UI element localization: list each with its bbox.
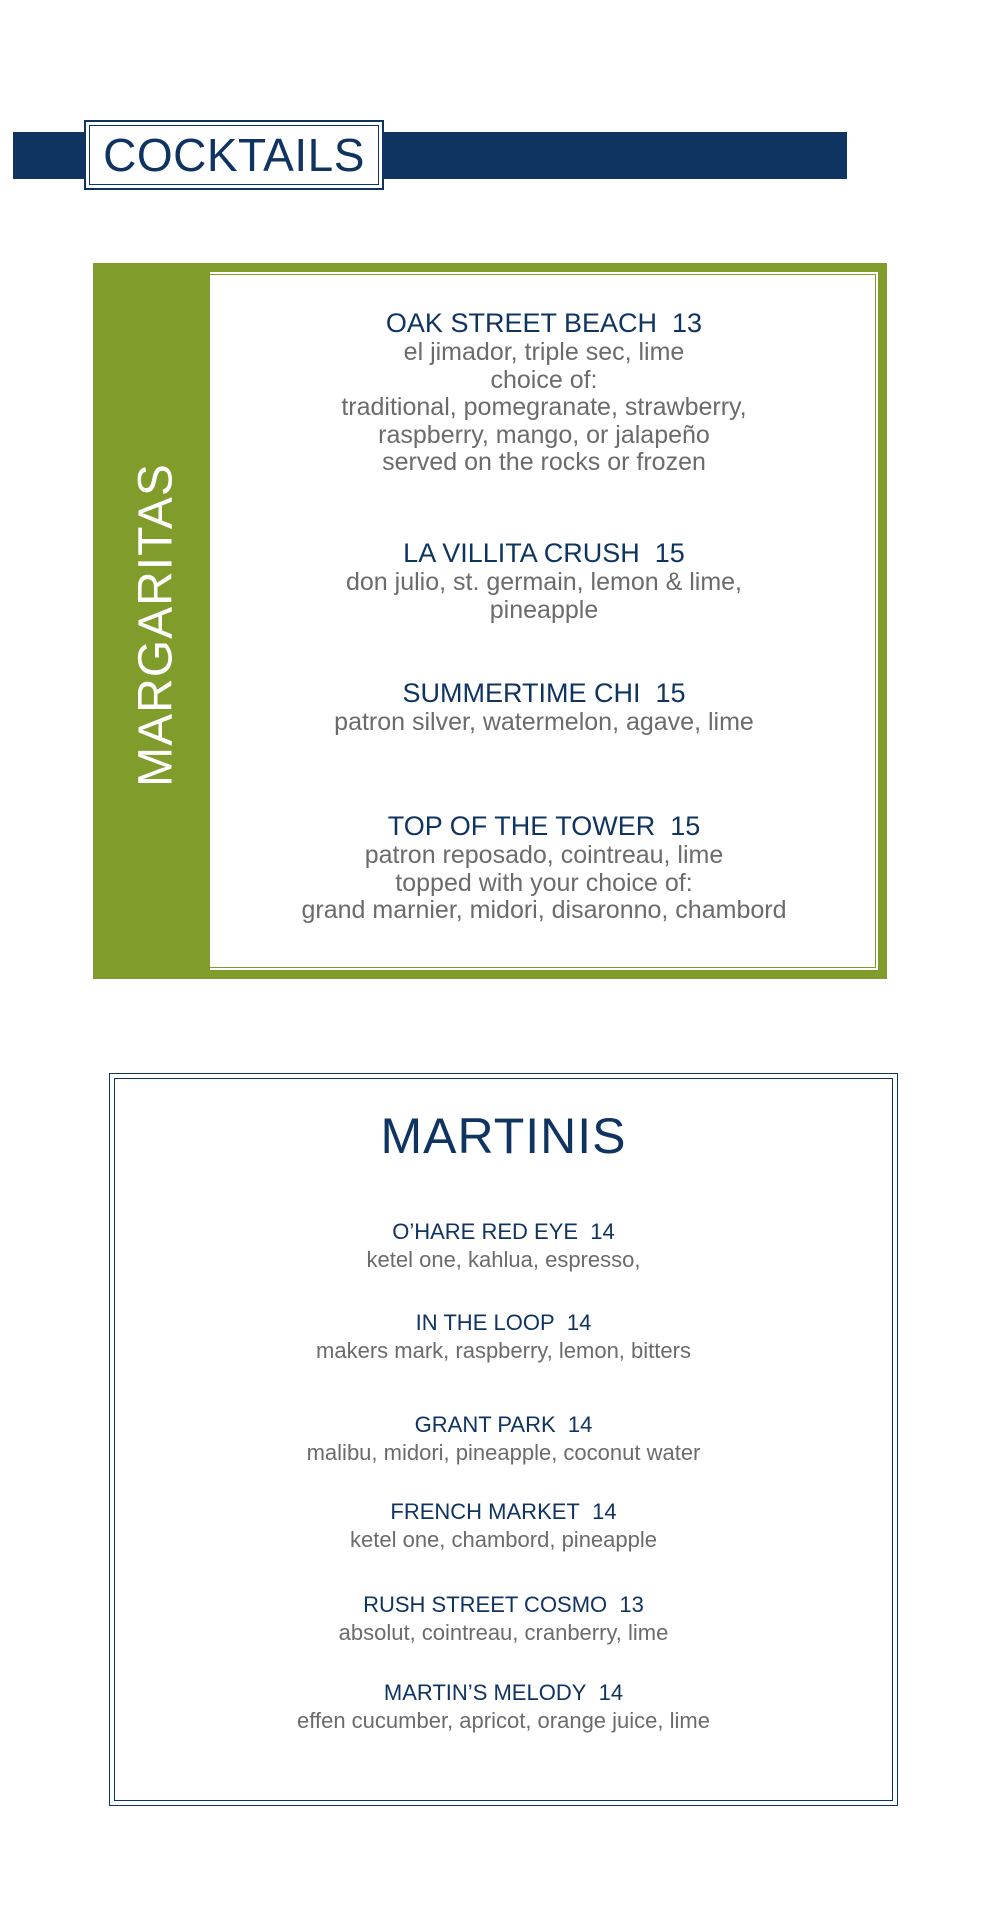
menu-item-top-of-the-tower <box>210 810 878 925</box>
menu-item-description: traditional, pomegranate, strawberry, <box>341 393 747 421</box>
menu-item-oak-street-beach <box>210 307 878 477</box>
menu-item-price: 15 <box>655 678 686 708</box>
menu-item-description: absolut, cointreau, cranberry, lime <box>338 1620 669 1645</box>
menu-item-price: 13 <box>619 1592 644 1617</box>
menu-item-description: effen cucumber, apricot, orange juice, lime <box>297 1708 710 1733</box>
menu-item-price: 13 <box>672 308 703 338</box>
menu-item-name: FRENCH MARKET 14 <box>390 1499 617 1524</box>
menu-item-martins-melody <box>110 1679 897 1735</box>
menu-item-price: 14 <box>592 1499 617 1524</box>
header-title-box <box>84 120 384 190</box>
menu-item-name: RUSH STREET COSMO 13 <box>363 1592 644 1617</box>
menu-item-description: served on the rocks or frozen <box>382 448 706 476</box>
menu-item-description: don julio, st. germain, lemon & lime, <box>345 568 742 596</box>
menu-item-summertime-chi <box>210 677 878 737</box>
menu-item-name: OAK STREET BEACH 13 <box>385 308 703 338</box>
menu-item-price: 15 <box>654 538 685 568</box>
menu-item-description: patron silver, watermelon, agave, lime <box>334 708 754 736</box>
menu-item-in-the-loop <box>110 1309 897 1365</box>
margaritas-side-panel <box>102 272 210 970</box>
menu-item-name: LA VILLITA CRUSH 15 <box>403 538 685 568</box>
menu-item-description: makers mark, raspberry, lemon, bitters <box>316 1338 691 1363</box>
menu-item-description: malibu, midori, pineapple, coconut water <box>306 1440 701 1465</box>
menu-item-price: 15 <box>670 811 701 841</box>
menu-item-price: 14 <box>598 1680 624 1705</box>
menu-item-description: ketel one, kahlua, espresso, <box>366 1247 641 1272</box>
menu-item-price: 14 <box>590 1219 615 1244</box>
martinis-section <box>109 1073 898 1806</box>
margaritas-list <box>210 272 878 970</box>
menu-item-description: raspberry, mango, or jalapeño <box>378 420 710 449</box>
menu-item-price: 14 <box>567 1412 593 1437</box>
menu-item-la-villita-crush <box>210 537 878 624</box>
menu-item-name: IN THE LOOP 14 <box>415 1310 592 1335</box>
menu-item-description: pineapple <box>489 595 599 624</box>
menu-item-name: MARTIN’S MELODY 14 <box>383 1680 624 1705</box>
menu-item-rush-street-cosmo <box>110 1591 897 1647</box>
menu-item-name: TOP OF THE TOWER 15 <box>387 811 701 841</box>
menu-item-french-market <box>110 1498 897 1554</box>
menu-item-description: topped with your choice of: <box>395 868 693 897</box>
menu-item-description: choice of: <box>490 365 598 394</box>
page-title: COCKTAILS <box>103 129 365 181</box>
menu-item-description: patron reposado, cointreau, lime <box>364 841 724 869</box>
menu-item-ohare-red-eye <box>110 1218 897 1274</box>
menu-item-description: grand marnier, midori, disaronno, chambord <box>301 896 787 924</box>
menu-item-description: ketel one, chambord, pineapple <box>350 1527 657 1552</box>
menu-item-name: SUMMERTIME CHI 15 <box>402 678 686 708</box>
menu-item-grant-park <box>110 1411 897 1467</box>
menu-item-name: GRANT PARK 14 <box>414 1412 593 1437</box>
menu-item-description: el jimador, triple sec, lime <box>403 338 685 366</box>
menu-item-name: O’HARE RED EYE 14 <box>392 1219 615 1244</box>
martinis-title: MARTINIS <box>380 1108 627 1164</box>
margaritas-title: MARGARITAS <box>129 463 183 787</box>
menu-item-price: 14 <box>566 1310 592 1335</box>
margaritas-section <box>93 263 887 979</box>
